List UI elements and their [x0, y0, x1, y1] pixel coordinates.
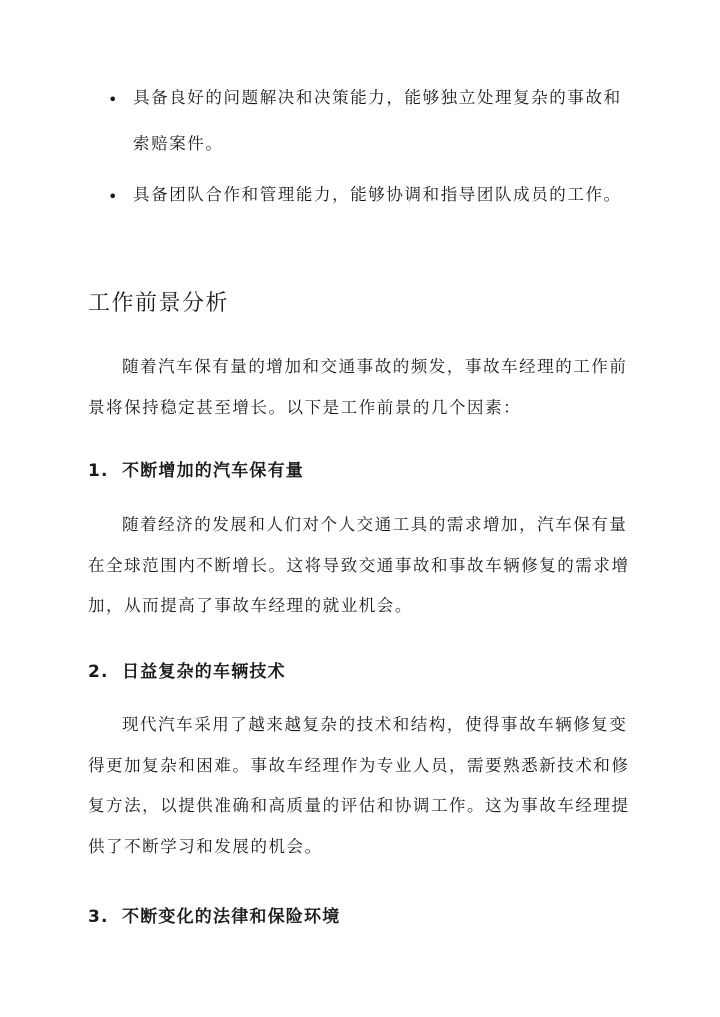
factor-paragraph: 现代汽车采用了越来越复杂的技术和结构，使得事故车辆修复变得更加复杂和困难。事故车经理作为专业人员，需要熟悉新技术和修复方法，以提供准确和高质量的评估和协调工作。这为事故车经理提供了不断学习和发展的机会。	[88, 715, 630, 856]
factor-title: 不断变化的法律和保险环境	[122, 907, 341, 927]
bullet-dot-icon: •	[108, 90, 118, 109]
bullet-list	[0, 75, 648, 218]
factor-number: 1.	[88, 461, 109, 481]
bullet-text: 具备良好的问题解决和决策能力，能够独立处理复杂的事故和索赔案件。	[133, 88, 622, 153]
factor-number: 3.	[88, 907, 109, 927]
factor-paragraph: 随着经济的发展和人们对个人交通工具的需求增加，汽车保有量在全球范围内不断增长。这将导致交通事故和事故车辆修复的需求增加，从而提高了事故车经理的就业机会。	[88, 515, 630, 615]
section-title: 工作前景分析	[88, 291, 230, 316]
intro-paragraph: 随着汽车保有量的增加和交通事故的频发，事故车经理的工作前景将保持稳定甚至增长。以下是工作前景的几个因素：	[88, 357, 628, 417]
factor-heading	[88, 657, 286, 682]
factor-heading	[88, 456, 304, 481]
factor-number: 2.	[88, 662, 109, 682]
factor-title: 不断增加的汽车保有量	[122, 461, 304, 481]
bullet-dot-icon: •	[108, 187, 118, 206]
bullet-item	[88, 172, 648, 218]
factor-heading	[88, 902, 340, 927]
bullet-text: 具备团队合作和管理能力，能够协调和指导团队成员的工作。	[133, 185, 622, 204]
bullet-item	[88, 75, 648, 167]
factor-title: 日益复杂的车辆技术	[122, 662, 286, 682]
